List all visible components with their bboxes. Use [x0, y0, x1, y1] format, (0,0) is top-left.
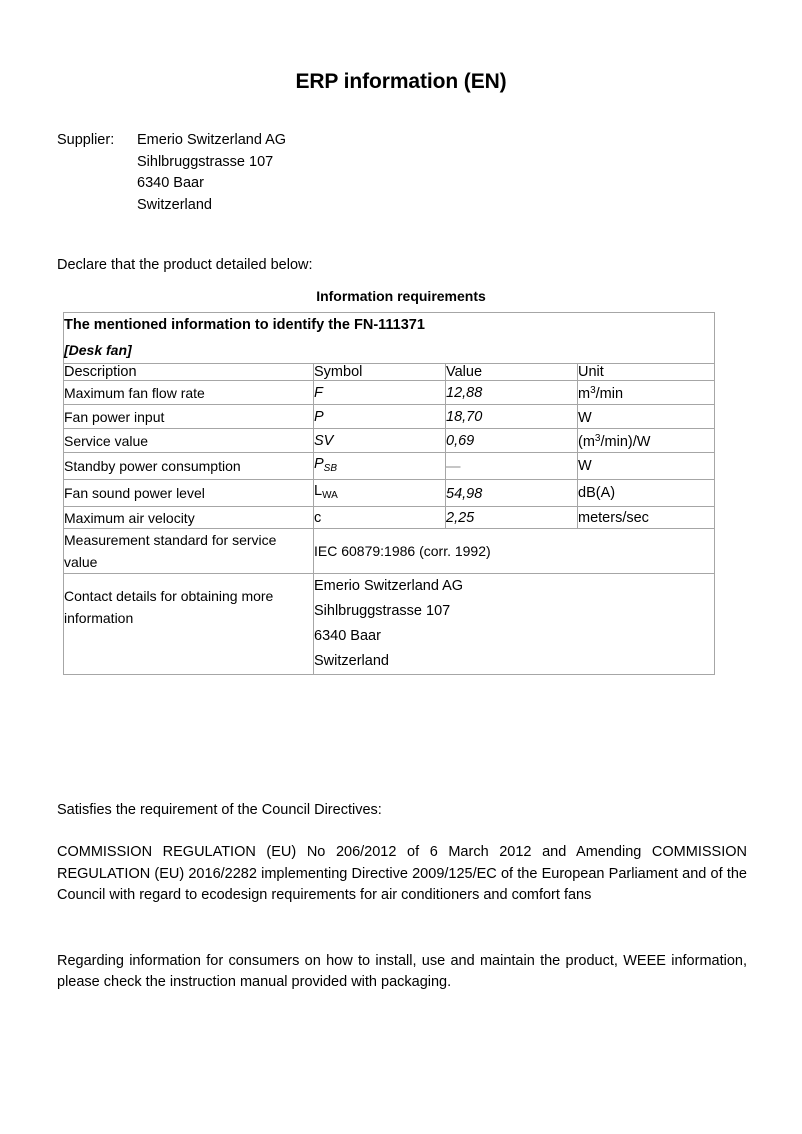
unit-suffix: /min [595, 386, 624, 402]
table-caption: Information requirements [316, 288, 486, 304]
table-row [64, 453, 715, 480]
table-row [64, 405, 715, 429]
row-description: Contact details for obtaining more information [64, 574, 314, 675]
unit-prefix: (m [578, 434, 595, 450]
supplier-address-line: Emerio Switzerland AG [137, 132, 287, 148]
value-text: 12,88 [446, 385, 483, 401]
row-description: Fan power input [64, 405, 314, 429]
value-text: 54,98 [446, 485, 483, 502]
row-unit [578, 381, 715, 405]
page-title: ERP information (EN) [295, 70, 507, 93]
measurement-standard-value: IEC 60879:1986 (corr. 1992) [314, 529, 715, 574]
row-description: Fan sound power level [64, 480, 314, 507]
table-title-main: The mentioned information to identify the FN-111371 [64, 317, 425, 333]
value-text: 0,69 [446, 433, 475, 449]
symbol-text: $L_{WA}$ [314, 483, 338, 501]
supplier-block [57, 130, 286, 216]
row-description: Maximum air velocity [64, 507, 314, 529]
row-unit [578, 429, 715, 453]
column-header-unit: Unit [578, 364, 715, 381]
symbol-subscript: SB [323, 463, 338, 474]
symbol-text: F [314, 385, 323, 401]
symbol-text: P [314, 409, 324, 425]
row-unit [578, 507, 715, 529]
symbol-text: c [314, 510, 322, 526]
column-header-value: Value [446, 364, 578, 381]
symbol-text: SV [314, 433, 334, 449]
unit-prefix: m [578, 386, 591, 402]
supplier-address-line: Switzerland [137, 196, 212, 213]
symbol-text: $P_{SB}$ [314, 456, 338, 474]
supplier-address-line: 6340 Baar [137, 175, 204, 191]
row-symbol [314, 480, 446, 507]
unit-superscript: 3 [590, 385, 596, 396]
row-description: Maximum fan flow rate [64, 381, 314, 405]
row-unit [578, 405, 715, 429]
supplier-address [137, 130, 286, 216]
supplier-address-line: Sihlbruggstrasse 107 [137, 153, 274, 170]
column-header-symbol: Symbol [314, 364, 446, 381]
table-title-row [64, 313, 715, 364]
table-title-cell [64, 313, 715, 364]
table-row-measurement-standard [64, 529, 715, 574]
row-value [446, 405, 578, 429]
row-description: Measurement standard for service value [64, 529, 314, 574]
row-symbol [314, 429, 446, 453]
row-symbol [314, 405, 446, 429]
contact-line: Emerio Switzerland AG [314, 578, 464, 594]
row-value [446, 429, 578, 453]
value-text: 18,70 [446, 409, 483, 425]
regulation-paragraph: COMMISSION REGULATION (EU) No 206/2012 of 6 March 2012 and Amending COMMISSION REGULATION (EU) 2016/2282 implementing Directive 2009/125/EC of the European Parliament and of the Council with regard to ecodesign requirements for air conditioners and comfort fans [57, 844, 747, 903]
contact-line: Switzerland [314, 653, 389, 669]
row-unit [578, 453, 715, 480]
column-header-description: Description [64, 364, 314, 381]
unit-superscript: 3 [594, 433, 601, 444]
unit-suffix: /min)/W [600, 434, 651, 450]
value-text: 2,25 [446, 510, 475, 526]
row-unit [578, 480, 715, 507]
unit-prefix: dB(A) [578, 485, 616, 501]
unit-prefix: W [578, 410, 592, 426]
contact-line: Sihlbruggstrasse 107 [314, 603, 451, 619]
row-value [446, 453, 578, 480]
erp-information-table [63, 312, 715, 675]
satisfies-line: Satisfies the requirement of the Council Directives: [57, 802, 382, 818]
value-text: — [446, 458, 461, 475]
row-description: Standby power consumption [64, 453, 314, 480]
row-value [446, 381, 578, 405]
table-title-sub: [Desk fan] [64, 342, 132, 358]
table-row [64, 480, 715, 507]
supplier-label: Supplier: [57, 132, 115, 148]
table-row-contact [64, 574, 715, 675]
spacer [57, 907, 747, 951]
table-header-row [64, 364, 715, 381]
weee-paragraph: Regarding information for consumers on how to install, use and maintain the product, WEEE information, please check the instruction manual provided with packaging. [57, 952, 747, 990]
table-row [64, 429, 715, 453]
footer-block [57, 800, 747, 994]
table-row [64, 507, 715, 529]
row-symbol [314, 381, 446, 405]
row-value [446, 480, 578, 507]
symbol-subscript: WA [322, 490, 338, 501]
contact-line: 6340 Baar [314, 628, 381, 644]
row-symbol [314, 453, 446, 480]
unit-prefix: W [578, 458, 592, 474]
row-symbol [314, 507, 446, 529]
row-value [446, 507, 578, 529]
spacer [57, 821, 747, 842]
unit-prefix: meters/sec [578, 509, 649, 526]
table-row [64, 381, 715, 405]
row-description: Service value [64, 429, 314, 453]
contact-details [314, 574, 715, 675]
declare-line: Declare that the product detailed below: [57, 257, 313, 273]
